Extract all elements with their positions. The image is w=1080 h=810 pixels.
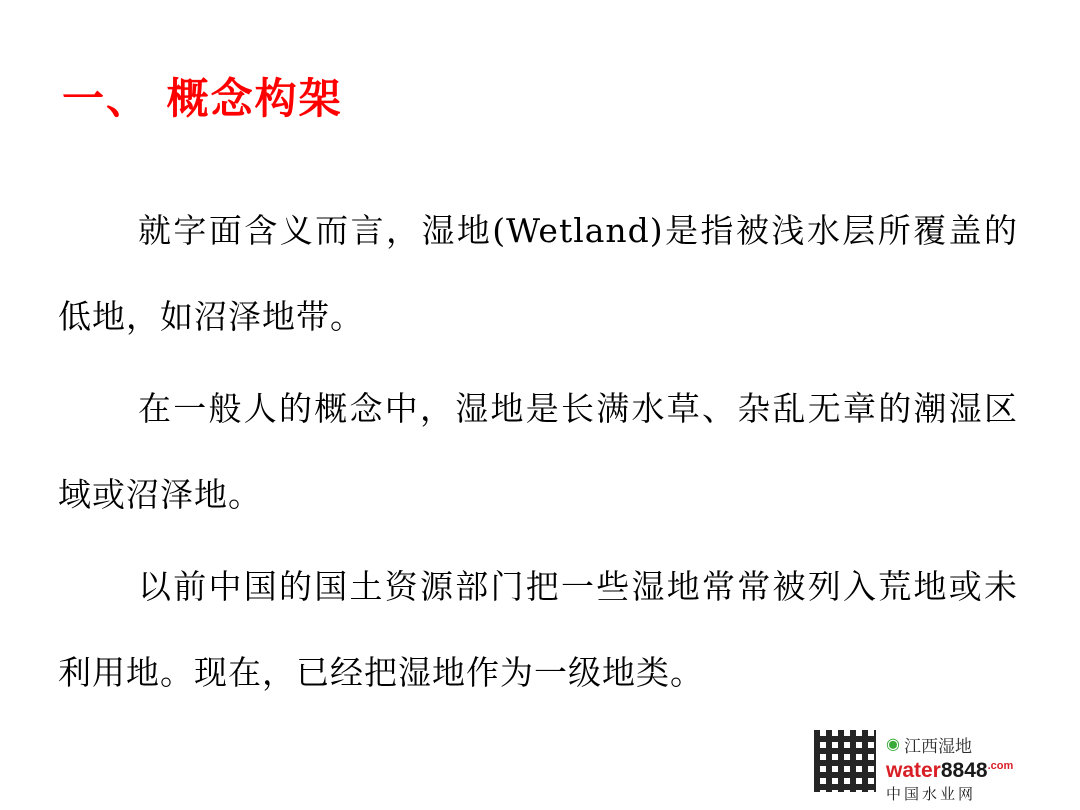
watermark-text bbox=[886, 732, 1064, 804]
body-paragraph: 在一般人的概念中，湿地是长满水草、杂乱无章的潮湿区域或沼泽地。 bbox=[58, 389, 1018, 514]
body-paragraph: 就字面含义而言，湿地(Wetland)是指被浅水层所覆盖的低地，如沼泽地带。 bbox=[58, 211, 1018, 336]
wechat-icon: ◉ bbox=[886, 735, 900, 753]
brand-logo bbox=[886, 759, 1064, 782]
qr-code-icon bbox=[814, 730, 876, 792]
slide-body bbox=[58, 188, 1018, 722]
body-paragraph: 以前中国的国土资源部门把一些湿地常常被列入荒地或未利用地。现在，已经把湿地作为一级地类。 bbox=[58, 567, 1018, 692]
brand-number-text: 8848 bbox=[940, 759, 988, 782]
brand-chinese-name: 中国水业网 bbox=[886, 786, 977, 804]
watermark bbox=[814, 730, 1064, 804]
brand-water-text: water bbox=[886, 759, 941, 782]
brand-suffix-text: .com bbox=[987, 760, 1014, 772]
page-title: 一、 概念构架 bbox=[62, 74, 343, 123]
wechat-account bbox=[886, 732, 1064, 757]
wechat-account-name: 江西湿地 bbox=[903, 737, 972, 756]
